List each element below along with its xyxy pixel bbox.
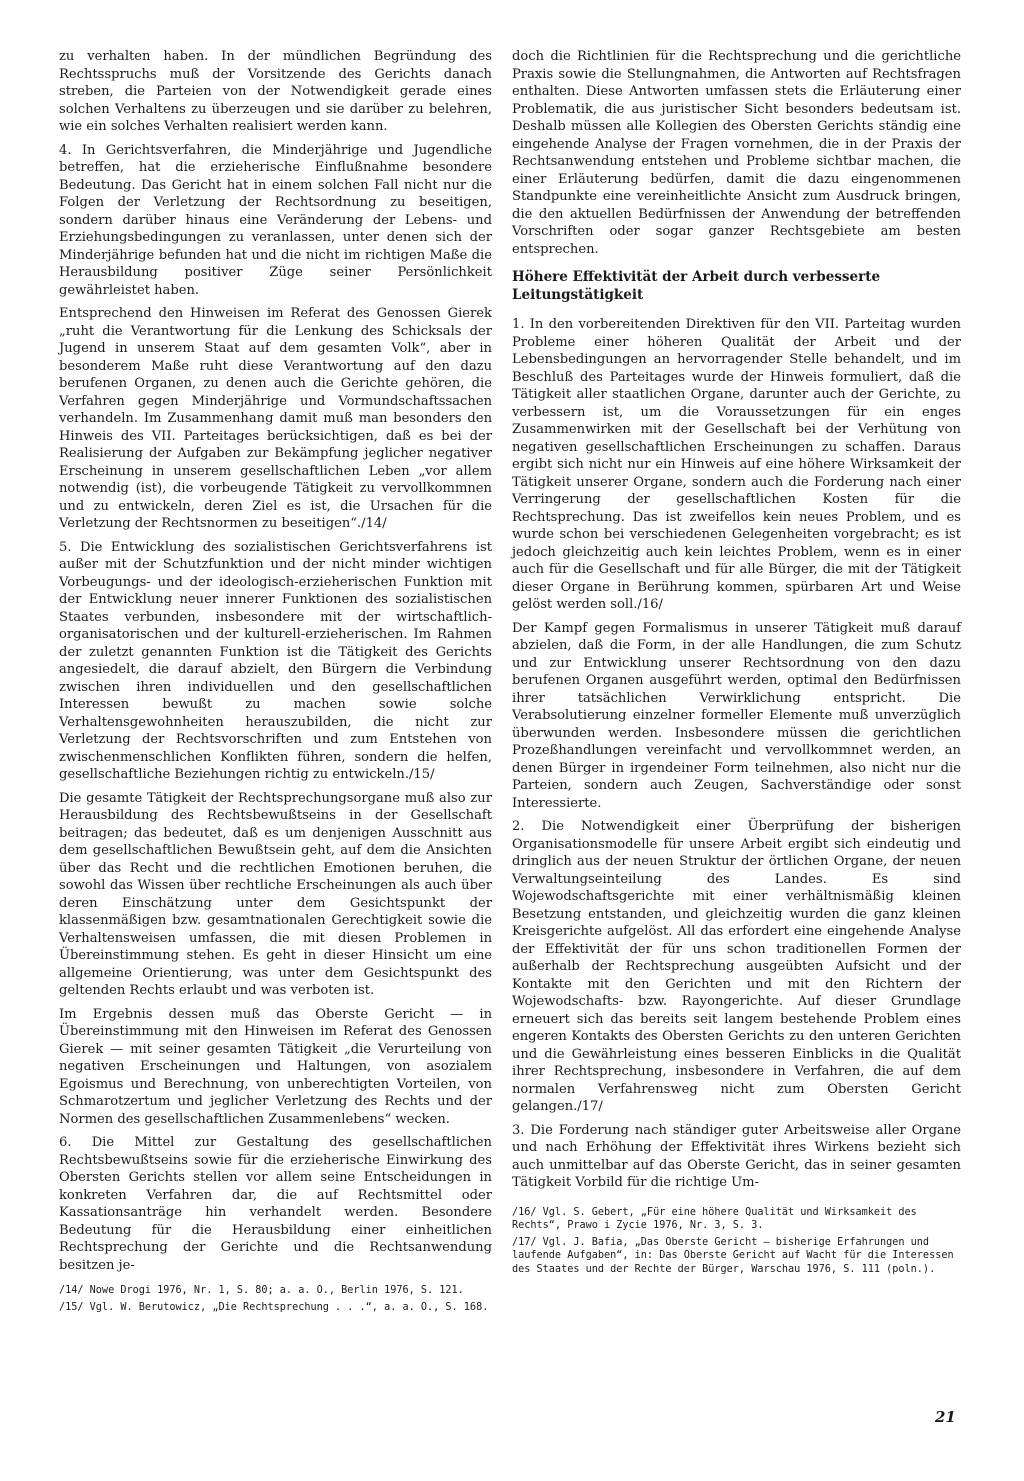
paragraph: 4. In Gerichtsverfahren, die Minderjährige und Jugendliche betreffen, hat die erzieherische Einflußnahme besondere Bedeutung. Das Gericht hat in einem solchen Fall nicht nur die Folgen der Verletzung der Rechtsordnung zu beseitigen, sondern darüber hinaus eine Veränderung der Lebens- und Erziehungsbedingungen zu veranlassen, unter denen sich der Minderjährige befunden hat und die nicht im richtigen Maße die Herausbildung positiver Züge seiner Persönlichkeit gewährleistet haben. [59,142,492,298]
footnote: /15/ Vgl. W. Berutowicz, „Die Rechtsprechung . . .“, a. a. O., S. 168. [59,1301,489,1313]
right-column [512,48,961,1279]
paragraph: 6. Die Mittel zur Gestaltung des gesellschaftlichen Rechtsbewußtseins sowie für die erzieherische Einwirkung des Obersten Gerichts stellen vor allem seine Entscheidungen in konkreten Verfahren dar, die auf Rechtsmittel oder Kassationsanträge hin verhandelt werden. Besondere Bedeutung für die Herausbildung einer einheitlichen Rechtsprechung der Gerichte und die Rechtsanwendung besitzen je- [59,1135,492,1273]
paragraph: Entsprechend den Hinweisen im Referat des Genossen Gierek „ruht die Verantwortung für die Lenkung des Schicksals der Jugend in unserem Staat auf dem gesamten Volk“, aber in besonderem Maße ruht diese Verantwortung auf den dazu berufenen Organen, zu denen auch die Gerichte gehören, die Verfahren gegen Minderjährige und Vormundschaftssachen verhandeln. Im Zusammenhang damit muß man besonders den Hinweis des VII. Parteitages berücksichtigen, daß es bei der Realisierung der Aufgaben zur Bekämpfung jeglicher negativer Erscheinung in unserem gesellschaftlichen Leben „vor allem notwendig (ist), die vorbeugende Tätigkeit zu vervollkommnen und zu entwickeln, deren Ziel es ist, die Ursachen für die Verletzung der Rechtsnormen zu beseitigen“./14/ [59,306,492,531]
paragraph: zu verhalten haben. In der mündlichen Begründung des Rechtsspruchs muß der Vorsitzende des Gerichts danach streben, die Parteien von der Notwendigkeit gerade eines solchen Verhaltens zu überzeugen und sie darüber zu belehren, wie ein solches Verhalten realisiert werden kann. [59,49,492,134]
paragraph: Der Kampf gegen Formalismus in unserer Tätigkeit muß darauf abzielen, daß die Form, in der alle Handlungen, die zum Schutz und zur Entwicklung unserer Rechtsordnung von den dazu berufenen Organen ausgeführt werden, optimal den Bedürfnissen ihrer tatsächlichen Verwirklichung entspricht. Die Verabsolutierung einzelner formeller Elemente muß unverzüglich überwunden werden. Insbesondere müssen die gerichtlichen Prozeßhandlungen vereinfacht und vervollkommnet werden, an denen Bürger in irgendeiner Form teilnehmen, also nicht nur die Parteien, sondern auch Zeugen, Sachverständige oder sonst Interessierte. [512,620,961,811]
paragraph: 5. Die Entwicklung des sozialistischen Gerichtsverfahrens ist außer mit der Schutzfunktion und der nicht minder wichtigen Vorbeugungs- und der ideologisch-erzieherischen Funktion mit der Entwicklung neuer innerer Funktionen des sozialistischen Staates verbunden, insbesondere mit der wirtschaftlich-organisatorischen und der kulturell-erzieherischen. Im Rahmen der zuletzt genannten Funktion ist die Tätigkeit des Gerichts angesiedelt, die darauf abzielt, den Bürgern die Verbindung zwischen ihren individuellen und den gesellschaftlichen Interessen bewußt zu machen sowie solche Verhaltensgewohnheiten herauszubilden, die nicht zur Verletzung der Rechtsvorschriften und zum Entstehen von zwischenmenschlichen Konflikten führen, sondern die helfen, gesellschaftliche Beziehungen richtig zu entwickeln./15/ [59,539,492,782]
footnote: /17/ Vgl. J. Bafia, „Das Oberste Gericht — bisherige Erfahrungen und laufende Aufgaben“, in: Das Oberste Gericht auf Wacht für die Interessen des Staates und der Rechte der Bürger, Warschau 1976, S. 111 (poln.). [512,1236,954,1275]
footnote: /16/ Vgl. S. Gebert, „Für eine höhere Qualität und Wirksamkeit des Rechts“, Prawo i Zycie 1976, Nr. 3, S. 3. [512,1206,917,1232]
paragraph: doch die Richtlinien für die Rechtsprechung und die gerichtliche Praxis sowie die Stellungnahmen, die Antworten auf Rechtsfragen enthalten. Diese Antworten umfassen stets die Erläuterung einer Problematik, die aus juristischer Sicht besonders bedeutsam ist. Deshalb müssen alle Kollegien des Obersten Gerichts ständig eine eingehende Analyse der Fragen vornehmen, die in der Praxis der Rechtsanwendung entstehen und Probleme sichtbar machen, die einer Erläuterung bedürfen, damit die dazu eingenommenen Standpunkte eine vereinheitlichte Ansicht zum Ausdruck bringen, die den aktuellen Bedürfnissen der Anwendung der betreffenden Vorschriften oder sogar ganzer Rechtsgebiete am besten entsprechen. [512,49,961,257]
paragraph: 2. Die Notwendigkeit einer Überprüfung der bisherigen Organisationsmodelle für unsere Arbeit ergibt sich eindeutig und dringlich aus der neuen Struktur der örtlichen Organe, der neuen Verwaltungseinteilung des Landes. Es sind Wojewodschaftsgerichte mit einer verhältnismäßig kleinen Besetzung entstanden, und gleichzeitig wurden die ganz kleinen Kreisgerichte aufgelöst. All das erfordert eine eingehende Analyse der Effektivität der für uns schon traditionellen Formen der außerhalb der Rechtsprechung ausgeübten Aufsicht und der Kontakte mit den Gerichten und mit den Richtern der Wojewodschafts- bzw. Rayongerichte. Auf dieser Grundlage erneuert sich das bereits seit langem bestehende Problem eines engeren Kontakts des Obersten Gerichts zu den unteren Gerichten und die Gewährleistung eines besseren Einblicks in die Qualität ihrer Rechtsprechung, insbesondere in Verfahren, die auf dem normalen Verfahrensweg nicht zum Obersten Gericht gelangen./17/ [512,819,961,1114]
footnote: /14/ Nowe Drogi 1976, Nr. 1, S. 80; a. a. O., Berlin 1976, S. 121. [59,1285,464,1296]
footnotes [512,1206,961,1277]
paragraph: 3. Die Forderung nach ständiger guter Arbeitsweise aller Organe und nach Erhöhung der Effektivität ihres Wirkens bezieht sich auch unmittelbar auf das Oberste Gericht, das in seiner gesamten Tätigkeit Vorbild für die richtige Um- [512,1122,961,1190]
page-number: 21 [935,1408,956,1426]
left-column [59,48,492,1317]
section-heading: Höhere Effektivität der Arbeit durch verbesserte Leitungstätigkeit [512,269,881,303]
footnotes [59,1284,492,1314]
paragraph: Die gesamte Tätigkeit der Rechtsprechungsorgane muß also zur Herausbildung des Rechtsbewußtseins in der Gesellschaft beitragen; das bedeutet, daß es um denjenigen Ausschnitt aus dem gesellschaftlichen Bewußtsein geht, auf dem die Ansichten über das Recht und die rechtlichen Emotionen beruhen, die sowohl das Wissen über rechtliche Erscheinungen als auch über deren Einschätzung unter dem Gesichtspunkt der klassenmäßigen bzw. gesamtnationalen Gerechtigkeit sowie die Verhaltensweisen umfassen, die mit diesen Problemen in Übereinstimmung stehen. Es geht in dieser Hinsicht um eine allgemeine Orientierung, was unter dem Gesichtspunkt des geltenden Rechts erlaubt und was verboten ist. [59,790,492,998]
paragraph: 1. In den vorbereitenden Direktiven für den VII. Parteitag wurden Probleme einer höheren Qualität der Arbeit und der Lebensbedingungen an hervorragender Stelle behandelt, und im Beschluß des Parteitages wurde der Hinweis formuliert, daß die Tätigkeit aller staatlichen Organe, darunter auch der Gerichte, zu verbessern ist, um die Voraussetzungen für ein enges Zusammenwirken mit der Gesellschaft bei der Verhütung von negativen gesellschaftlichen Erscheinungen zu schaffen. Daraus ergibt sich nicht nur ein Hinweis auf eine höhere Wirksamkeit der Tätigkeit unserer Organe, sondern auch die Forderung nach einer Verringerung der gesellschaftlichen Kosten für die Rechtsprechung. Das ist zweifellos kein neues Problem, und es wurde schon bei verschiedenen Gelegenheiten vorgebracht; es ist jedoch gleichzeitig auch kein leichtes Problem, wenn es in einer auch für die Gesellschaft und für alle Bürger, die mit der Tätigkeit dieser Organe in Berührung kommen, spürbaren Art und Weise gelöst werden soll./16/ [512,317,961,612]
paragraph: Im Ergebnis dessen muß das Oberste Gericht — in Übereinstimmung mit den Hinweisen im Referat des Genossen Gierek — mit seiner gesamten Tätigkeit „die Verurteilung von negativen Erscheinungen und Haltungen, von asozialem Egoismus und Berechnung, von unberechtigten Vorteilen, von Schmarotzertum und jeglicher Verletzung des Rechts und der Normen des gesellschaftlichen Zusammenlebens“ wecken. [59,1006,492,1127]
